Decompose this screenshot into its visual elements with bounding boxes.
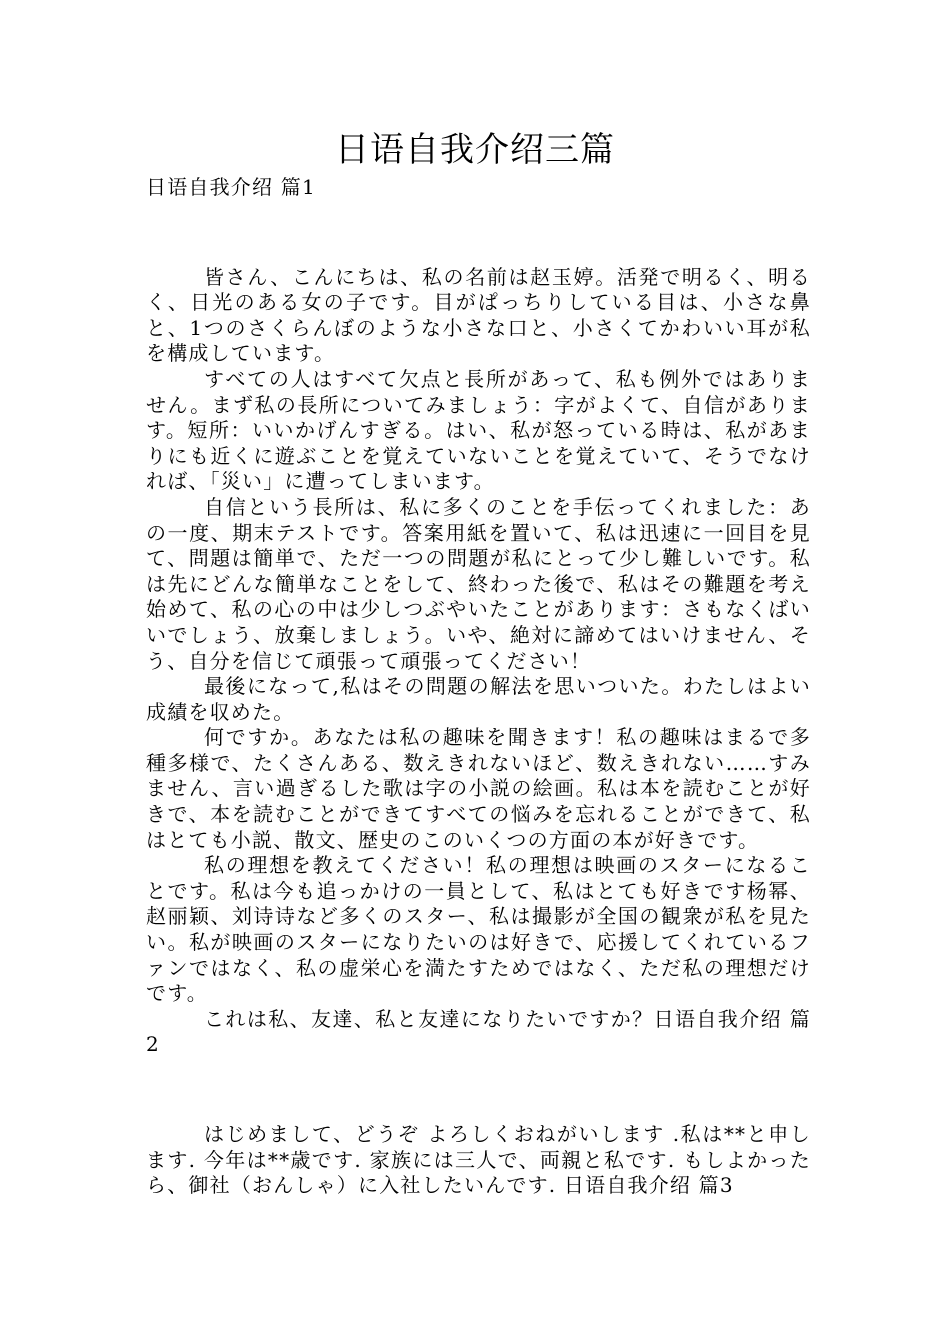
blank-space [146,201,811,265]
blank-space [146,1058,811,1122]
paragraph: 最後になって,私はその問題の解法を思いついた。わたしはよい成績を収めた。 [146,674,811,724]
section-heading-1: 日语自我介绍 篇1 [146,175,316,199]
paragraph: 何ですか。あなたは私の趣味を聞きます！私の趣味はまるで多種多様で、たくさんある、数えきれないほど、数えきれない……すみません、言い過ぎるした歌は字の小説の絵画。私は本を読むことが好きで、本を読むことができてすべての悩みを忘れることができて、私はとても小説、散文、歴史のこのいくつの方面の本が好きです。 [146,725,811,852]
paragraph: これは私、友達、私と友達になりたいですか？日语自我介绍 篇2 [146,1006,811,1057]
paragraph: はじめまして、どうぞ よろしくおねがいします .私は**と申します. 今年は**歳です. 家族には三人で、両親と私です. もしよかったら、御社（おんしゃ）に入社したいんです. 日语自我介绍 篇3 [146,1122,811,1198]
paragraph: 私の理想を教えてください！私の理想は映画のスターになることです。私は今も追っかけの一員として、私はとても好きです杨幂、赵丽颖、刘诗诗など多くのスター、私は撮影が全国の観衆が私を見たい。私が映画のスターになりたいのは好きで、応援してくれているファンではなく、私の虚栄心を満たすためではなく、ただ私の理想だけです。 [146,853,811,1006]
paragraph: 皆さん、こんにちは、私の名前は赵玉婷。活発で明るく、明るく、日光のある女の子です。目がぱっちりしている目は、小さな鼻と、1つのさくらんぼのような小さな口と、小さくてかわいい耳が私を構成しています。 [146,264,811,366]
paragraph: すべての人はすべて欠点と長所があって、私も例外ではありません。まず私の長所についてみましょう：字がよくて、自信があります。短所：いいかげんすぎる。はい、私が怒っている時は、私があまりにも近くに遊ぶことを覚えていないことを覚えていて、そうでなければ、「災い」に遭ってしまいます。 [146,366,811,494]
document-title: 日语自我介绍三篇 [335,130,615,170]
document-body [146,175,811,1199]
paragraph: 自信という長所は、私に多くのことを手伝ってくれました：あの一度、期末テストです。答案用紙を置いて、私は迅速に一回目を見て、問題は簡単で、ただ一つの問題が私にとって少し難しいです。私は先にどんな簡単なことをして、終わった後で、私はその難題を考え始めて、私の心の中は少しつぶやいたことがあります：さもなくばいいでしょう、放棄しましょう。いや、絶対に諦めてはいけません、そう、自分を信じて頑張って頑張ってください！ [146,494,811,673]
